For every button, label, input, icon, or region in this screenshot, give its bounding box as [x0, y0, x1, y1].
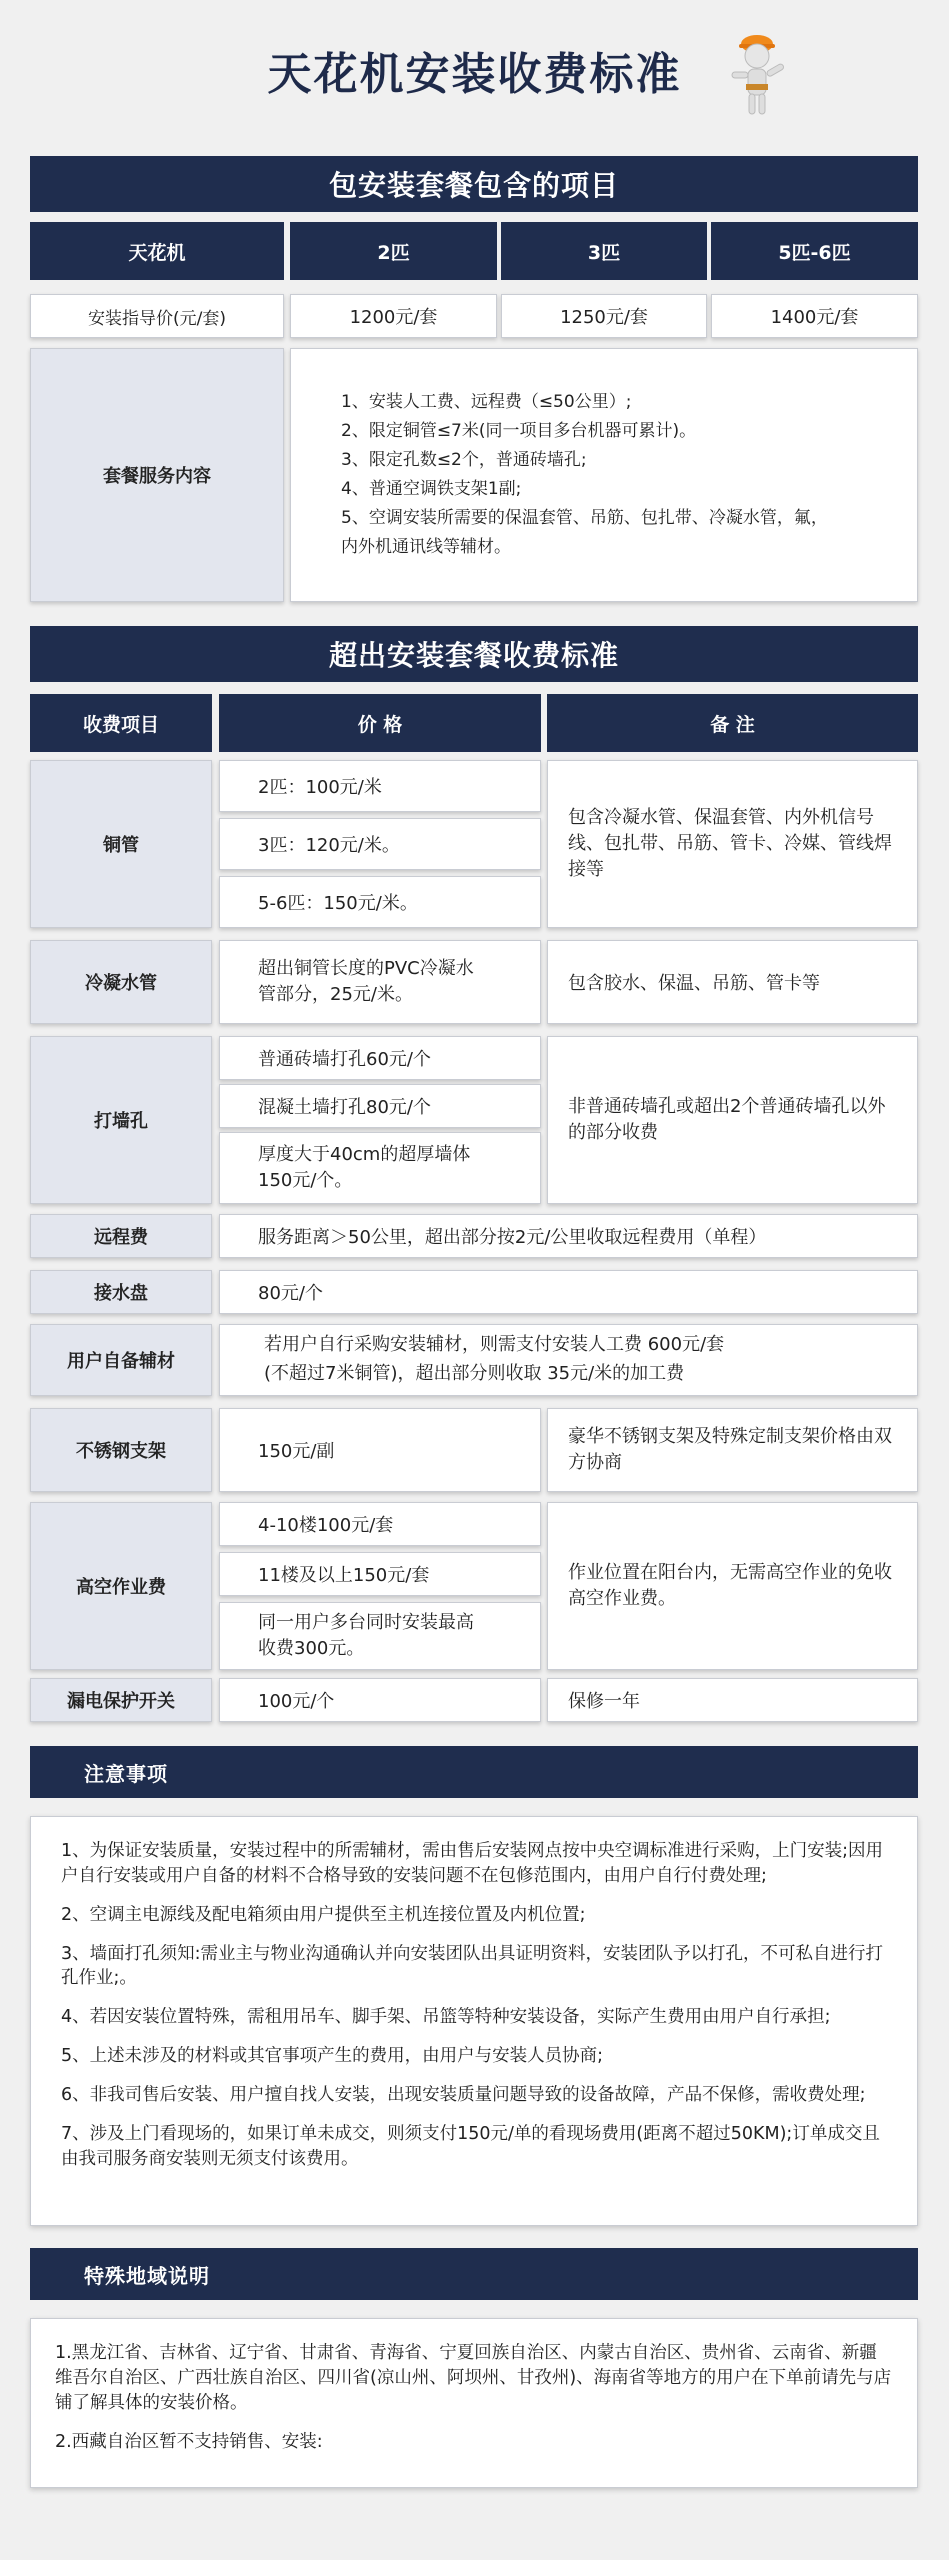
copper-price-5-6p: 5-6匹：150元/米。	[219, 876, 541, 928]
regions-banner: 特殊地域说明	[30, 2248, 918, 2300]
notice-item: 4、若因安装位置特殊，需租用吊车、脚手架、吊篮等特种安装设备，实际产生费用由用户自行承担;	[61, 2007, 831, 2028]
copper-price-3p: 3匹：120元/米。	[219, 818, 541, 870]
notice-banner: 注意事项	[30, 1746, 918, 1798]
notice-box	[30, 1816, 918, 2226]
hole-price-concrete: 混凝土墙打孔80元/个	[219, 1084, 541, 1128]
hole-label: 打墙孔	[30, 1036, 212, 1204]
package-header-5-6p: 5匹-6匹	[711, 222, 918, 280]
tray-price: 80元/个	[219, 1270, 918, 1314]
regions-box	[30, 2318, 918, 2488]
steel-note: 豪华不锈钢支架及特殊定制支架价格由双方协商	[547, 1408, 918, 1492]
materials-label: 用户自备辅材	[30, 1324, 212, 1396]
materials-price	[219, 1324, 918, 1396]
steel-label: 不锈钢支架	[30, 1408, 212, 1492]
worker-mascot-icon	[722, 22, 792, 122]
price-2p: 1200元/套	[290, 294, 497, 338]
package-banner: 包安装套餐包含的项目	[30, 156, 918, 212]
steel-price: 150元/副	[219, 1408, 541, 1492]
notice-item: 7、涉及上门看现场的，如果订单未成交，则须支付150元/单的看现场费用(距离不超过50KM);订单成交且由我司服务商安装则无须支付该费用。	[61, 2123, 880, 2169]
extra-header-item: 收费项目	[30, 694, 212, 752]
height-label: 高空作业费	[30, 1502, 212, 1670]
height-price-multi: 同一用户多台同时安装最高收费300元。	[219, 1602, 541, 1670]
service-content	[290, 348, 918, 602]
price-5-6p: 1400元/套	[711, 294, 918, 338]
service-item: 2、限定铜管≤7米(同一项目多台机器可累计)。	[341, 421, 697, 442]
leak-label: 漏电保护开关	[30, 1678, 212, 1722]
notice-item: 6、非我司售后安装、用户擅自找人安装，出现安装质量问题导致的设备故障，产品不保修，需收费处理;	[61, 2084, 866, 2105]
notice-item: 5、上述未涉及的材料或其官事项产生的费用，由用户与安装人员协商;	[61, 2046, 604, 2067]
height-price-11plus: 11楼及以上150元/套	[219, 1552, 541, 1596]
copper-price-2p: 2匹：100元/米	[219, 760, 541, 812]
price-label: 安装指导价(元/套)	[30, 294, 284, 338]
copper-label: 铜管	[30, 760, 212, 928]
price-3p: 1250元/套	[501, 294, 707, 338]
drain-note: 包含胶水、保温、吊筋、管卡等	[547, 940, 918, 1024]
package-header-model: 天花机	[30, 222, 284, 280]
hole-price-brick: 普通砖墙打孔60元/个	[219, 1036, 541, 1080]
hole-price-thick: 厚度大于40cm的超厚墙体150元/个。	[219, 1132, 541, 1204]
service-label: 套餐服务内容	[30, 348, 284, 602]
extra-header-price: 价 格	[219, 694, 541, 752]
service-item: 5、空调安装所需要的保温套管、吊筋、包扎带、冷凝水管，氟，	[341, 507, 828, 528]
service-item: 1、安装人工费、远程费（≤50公里）;	[341, 392, 632, 413]
leak-price: 100元/个	[219, 1678, 541, 1722]
leak-note: 保修一年	[547, 1678, 918, 1722]
distance-price: 服务距离＞50公里，超出部分按2元/公里收取远程费用（单程）	[219, 1214, 918, 1258]
region-item: 2.西藏自治区暂不支持销售、安装:	[55, 2431, 323, 2452]
hole-note: 非普通砖墙孔或超出2个普通砖墙孔以外的部分收费	[547, 1036, 918, 1204]
extra-header-note: 备 注	[547, 694, 918, 752]
notice-item: 3、墙面打孔须知:需业主与物业沟通确认并向安装团队出具证明资料，安装团队予以打孔，不可私自进行打孔作业;。	[61, 1943, 884, 1989]
package-header-2p: 2匹	[290, 222, 497, 280]
title-area	[0, 0, 949, 150]
tray-label: 接水盘	[30, 1270, 212, 1314]
materials-line: 若用户自行采购安装辅材，则需支付安装人工费 600元/套	[264, 1334, 725, 1356]
service-item: 4、普通空调铁支架1副;	[341, 479, 522, 499]
drain-price: 超出铜管长度的PVC冷凝水管部分，25元/米。	[219, 940, 541, 1024]
service-item: 内外机通讯线等辅材。	[341, 536, 511, 557]
materials-line: (不超过7米铜管)，超出部分则收取 35元/米的加工费	[264, 1363, 685, 1384]
page-title: 天花机安装收费标准	[267, 49, 682, 100]
distance-label: 远程费	[30, 1214, 212, 1258]
copper-note: 包含冷凝水管、保温套管、内外机信号线、包扎带、吊筋、管卡、冷媒、管线焊接等	[547, 760, 918, 928]
region-item: 1.黑龙江省、吉林省、辽宁省、甘肃省、青海省、宁夏回族自治区、内蒙古自治区、贵州省、云南省、新疆维吾尔自治区、广西壮族自治区、四川省(凉山州、阿坝州、甘孜州)、海南省等地方的用户在下单前请先与店铺了解具体的安装价格。	[55, 2343, 892, 2413]
height-price-4-10: 4-10楼100元/套	[219, 1502, 541, 1546]
drain-label: 冷凝水管	[30, 940, 212, 1024]
service-item: 3、限定孔数≤2个，普通砖墙孔;	[341, 450, 587, 471]
package-header-3p: 3匹	[501, 222, 707, 280]
notice-item: 1、为保证安装质量，安装过程中的所需辅材，需由售后安装网点按中央空调标准进行采购，上门安装;因用户自行安装或用户自备的材料不合格导致的安装问题不在包修范围内，由用户自行付费处理;	[61, 1841, 884, 1886]
extra-banner: 超出安装套餐收费标准	[30, 626, 918, 682]
notice-item: 2、空调主电源线及配电箱须由用户提供至主机连接位置及内机位置;	[61, 1904, 586, 1925]
height-note: 作业位置在阳台内，无需高空作业的免收高空作业费。	[547, 1502, 918, 1670]
